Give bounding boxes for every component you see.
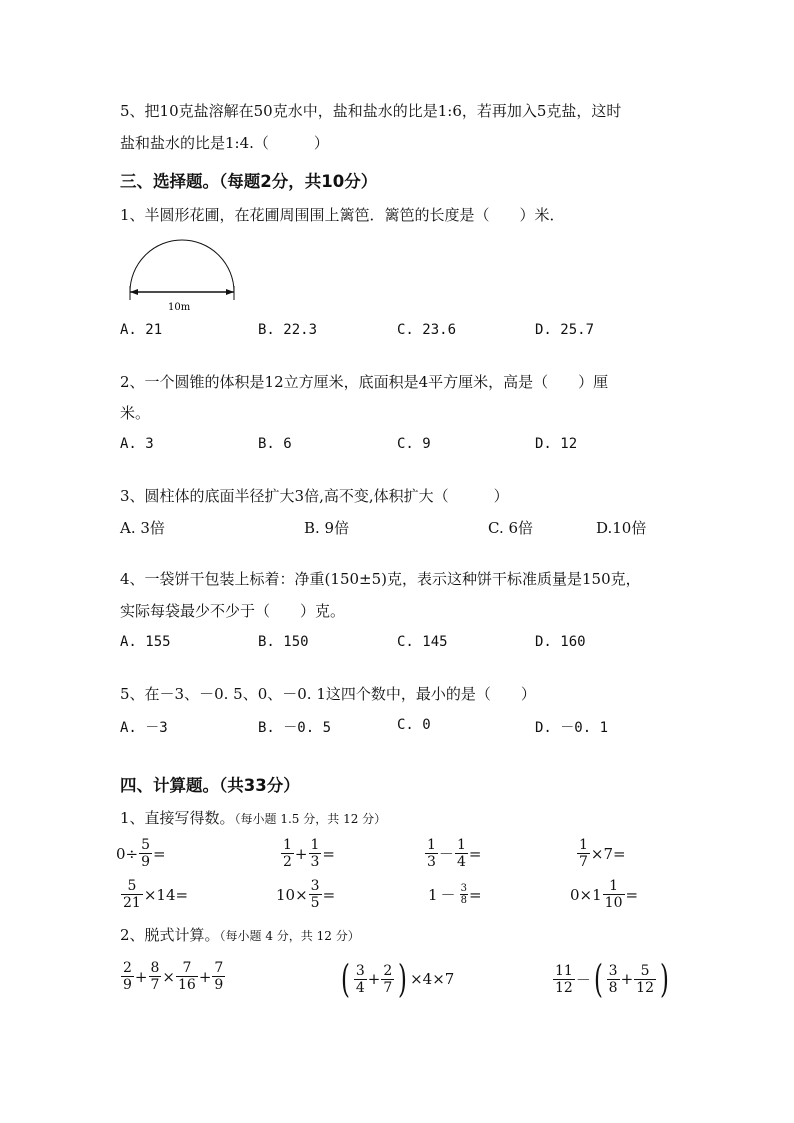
calc-2-1: $\frac{5}{21}$ × 14 =: [123, 878, 189, 911]
sub1-label-text: 1、直接写得数。: [120, 809, 235, 827]
q2-option-b: B. 6: [258, 436, 292, 452]
sub2-note: （每小题 4 分，共 12 分）: [219, 929, 360, 943]
q1-option-c: C. 23.6: [397, 322, 457, 338]
calc-1-1: 0 ÷ $\frac{5}{9}$ =: [116, 837, 166, 870]
calc-1-2: $\frac{1}{2}$ + $\frac{1}{3}$ =: [283, 837, 335, 870]
step-calc-3: $\frac{11}{12}$ － ( $\frac{3}{8}$ + $\frac{5}{12}$ ): [555, 957, 669, 1001]
diameter-label: 10m: [168, 302, 191, 313]
step-calc-1: $\frac{2}{9}$ + $\frac{8}{7}$ × $\frac{7}{16}$ + $\frac{7}{9}$: [123, 960, 224, 993]
sub2-label-text: 2、脱式计算。: [120, 926, 220, 944]
q1-option-d: D. 25.7: [535, 322, 595, 338]
q3-option-c: C. 6倍: [488, 519, 534, 537]
sub1-note: （每小题 1.5 分，共 12 分）: [234, 812, 387, 826]
q3-option-a: A. 3倍: [120, 519, 165, 537]
q5-option-b: B. －0. 5: [258, 720, 332, 736]
sub1-label: [120, 808, 386, 829]
prev-q5-line1: 5、把10克盐溶解在50克水中，盐和盐水的比是1:6，若再加入5克盐，这时: [120, 102, 622, 120]
q2-option-a: A. 3: [120, 436, 154, 452]
q1-option-b: B. 22.3: [258, 322, 318, 338]
sub2-label: [120, 925, 360, 946]
q5-text: 5、在－3、－0. 5、0、－0. 1这四个数中，最小的是（ ）: [120, 685, 536, 703]
q4-option-d: D. 160: [535, 634, 586, 650]
q2-option-c: C. 9: [397, 436, 431, 452]
q3-text: 3、圆柱体的底面半径扩大3倍,高不变,体积扩大（ ）: [120, 487, 509, 505]
q2-line2: 米。: [120, 404, 151, 422]
q5-option-c: C. 0: [397, 717, 431, 733]
semicircle-figure: [124, 236, 242, 316]
q2-option-d: D. 12: [535, 436, 578, 452]
q1-option-a: A. 21: [120, 322, 163, 338]
step-calc-2: ( $\frac{3}{4}$ + $\frac{2}{7}$ ) × 4 × 7: [340, 957, 455, 1001]
q4-line2: 实际每袋最少不少于（ ）克。: [120, 602, 346, 620]
calc-2-3: 1 － $\frac{3}{8}$ =: [428, 883, 482, 906]
calc-1-4: $\frac{1}{7}$ × 7 =: [579, 837, 626, 870]
q5-option-a: A. －3: [120, 720, 168, 736]
q4-option-c: C. 145: [397, 634, 448, 650]
q4-option-b: B. 150: [258, 634, 309, 650]
q3-option-b: B. 9倍: [304, 519, 350, 537]
calc-1-3: $\frac{1}{3}$ － $\frac{1}{4}$ =: [427, 837, 482, 870]
semicircle-arc: [130, 240, 234, 292]
q4-line1: 4、一袋饼干包装上标着：净重(150±5)克，表示这种饼干标准质量是150克，: [120, 570, 641, 588]
section3-heading: 三、选择题。（每题2分，共10分）: [120, 172, 378, 191]
calc-2-4: 0 × 1 $\frac{1}{10}$ =: [570, 878, 639, 911]
prev-q5-line2: 盐和盐水的比是1:4.（ ）: [120, 134, 329, 152]
section4-heading: 四、计算题。（共33分）: [120, 776, 300, 795]
q4-option-a: A. 155: [120, 634, 171, 650]
q1-text: 1、半圆形花圃，在花圃周围围上篱笆．篱笆的长度是（ ）米．: [120, 206, 565, 224]
q5-option-d: D. －0. 1: [535, 720, 609, 736]
q2-line1: 2、一个圆锥的体积是12立方厘米，底面积是4平方厘米，高是（ ）厘: [120, 373, 609, 391]
calc-2-2: 10 × $\frac{3}{5}$ =: [276, 878, 336, 911]
q3-option-d: D.10倍: [596, 519, 647, 537]
